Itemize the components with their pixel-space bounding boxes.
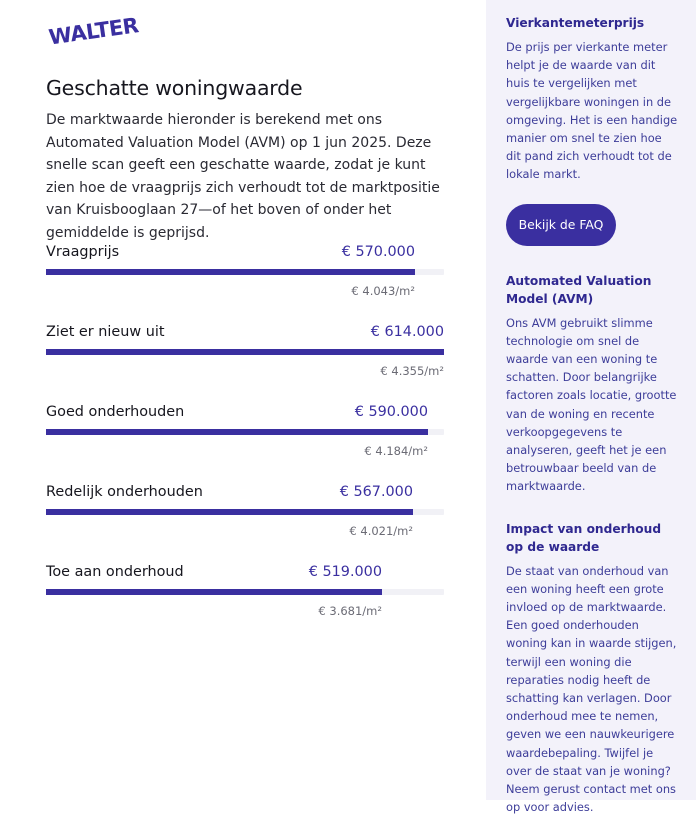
sqm-price-heading: Vierkantemeterprijs: [506, 16, 645, 30]
valuation-price: € 590.000: [354, 404, 428, 420]
valuation-bar-fill: [46, 269, 415, 275]
page-title: Geschatte woningwaarde: [46, 76, 303, 100]
sqm-price-text: De prijs per vierkante meter helpt je de waarde van dit huis te vergelijken met vergelijkbare woningen in de omgeving. Het is een handige manier om snel te zien hoe dit pand zich verhoudt tot de lokale markt.: [506, 40, 678, 182]
valuation-label: Redelijk onderhouden: [46, 484, 203, 500]
intro-text: De marktwaarde hieronder is berekend met ons Automated Valuation Model (AVM) op 1 jun 2025. Deze snelle scan geeft een geschatte waarde, zodat je kunt zien hoe de vraagprijs zich verhoudt tot de marktpositie van Kruisbooglaan 27—of het boven of onder het gemiddelde is geprijsd.: [46, 112, 440, 241]
valuation-bar-fill: [46, 349, 444, 355]
valuation-price-per-sqm: € 4.043/m²: [351, 284, 415, 298]
valuation-label: Goed onderhouden: [46, 404, 185, 420]
info-sidebar: [486, 0, 696, 815]
maintenance-heading: Impact van onderhoud op de waarde: [506, 521, 662, 554]
valuation-price-per-sqm: € 4.021/m²: [349, 524, 413, 538]
valuation-bar-fill: [46, 509, 413, 515]
valuation-price-per-sqm: € 4.355/m²: [380, 364, 444, 378]
valuation-label: Vraagprijs: [46, 244, 120, 260]
valuation-price: € 570.000: [341, 244, 415, 260]
valuation-label: Toe aan onderhoud: [46, 564, 184, 580]
valuation-price: € 567.000: [339, 484, 413, 500]
valuation-bar-track: [46, 269, 444, 275]
valuation-price-per-sqm: € 4.184/m²: [364, 444, 428, 458]
valuation-bar-fill: [46, 589, 382, 595]
valuation-bar-track: [46, 509, 444, 515]
valuation-price: € 519.000: [308, 564, 382, 580]
valuation-price: € 614.000: [370, 324, 444, 340]
avm-heading: Automated Valuation Model (AVM): [506, 273, 652, 306]
walter-logo[interactable]: [45, 12, 147, 50]
valuation-bar-track: [46, 349, 444, 355]
valuation-bar-track: [46, 429, 444, 435]
valuation-bar-track: [46, 589, 444, 595]
walter-logo-text: WALTER: [47, 13, 140, 50]
maintenance-text: De staat van onderhoud van een woning heeft een grote invloed op de marktwaarde. Een goed onderhouden woning kan in waarde stijgen, terwijl een woning die reparaties nodig heeft de schatting kan verlagen. Door onderhoud mee te nemen, geven we een nauwkeurigere waardebepaling. Twijfel je over de staat van je woning? Neem gerust contact met ons op voor advies.: [506, 563, 677, 815]
valuation-price-per-sqm: € 3.681/m²: [318, 604, 382, 618]
avm-text: Ons AVM gebruikt slimme technologie om snel de waarde van een woning te schatten. Door belangrijke factoren zoals locatie, grootte van de woning en recente verkoopgegevens te analyseren, geeft het je een betrouwbaar beeld van de marktwaarde.: [506, 315, 677, 494]
faq-button[interactable]: Bekijk de FAQ: [506, 204, 616, 246]
valuation-label: Ziet er nieuw uit: [46, 324, 165, 340]
valuation-bar-fill: [46, 429, 428, 435]
